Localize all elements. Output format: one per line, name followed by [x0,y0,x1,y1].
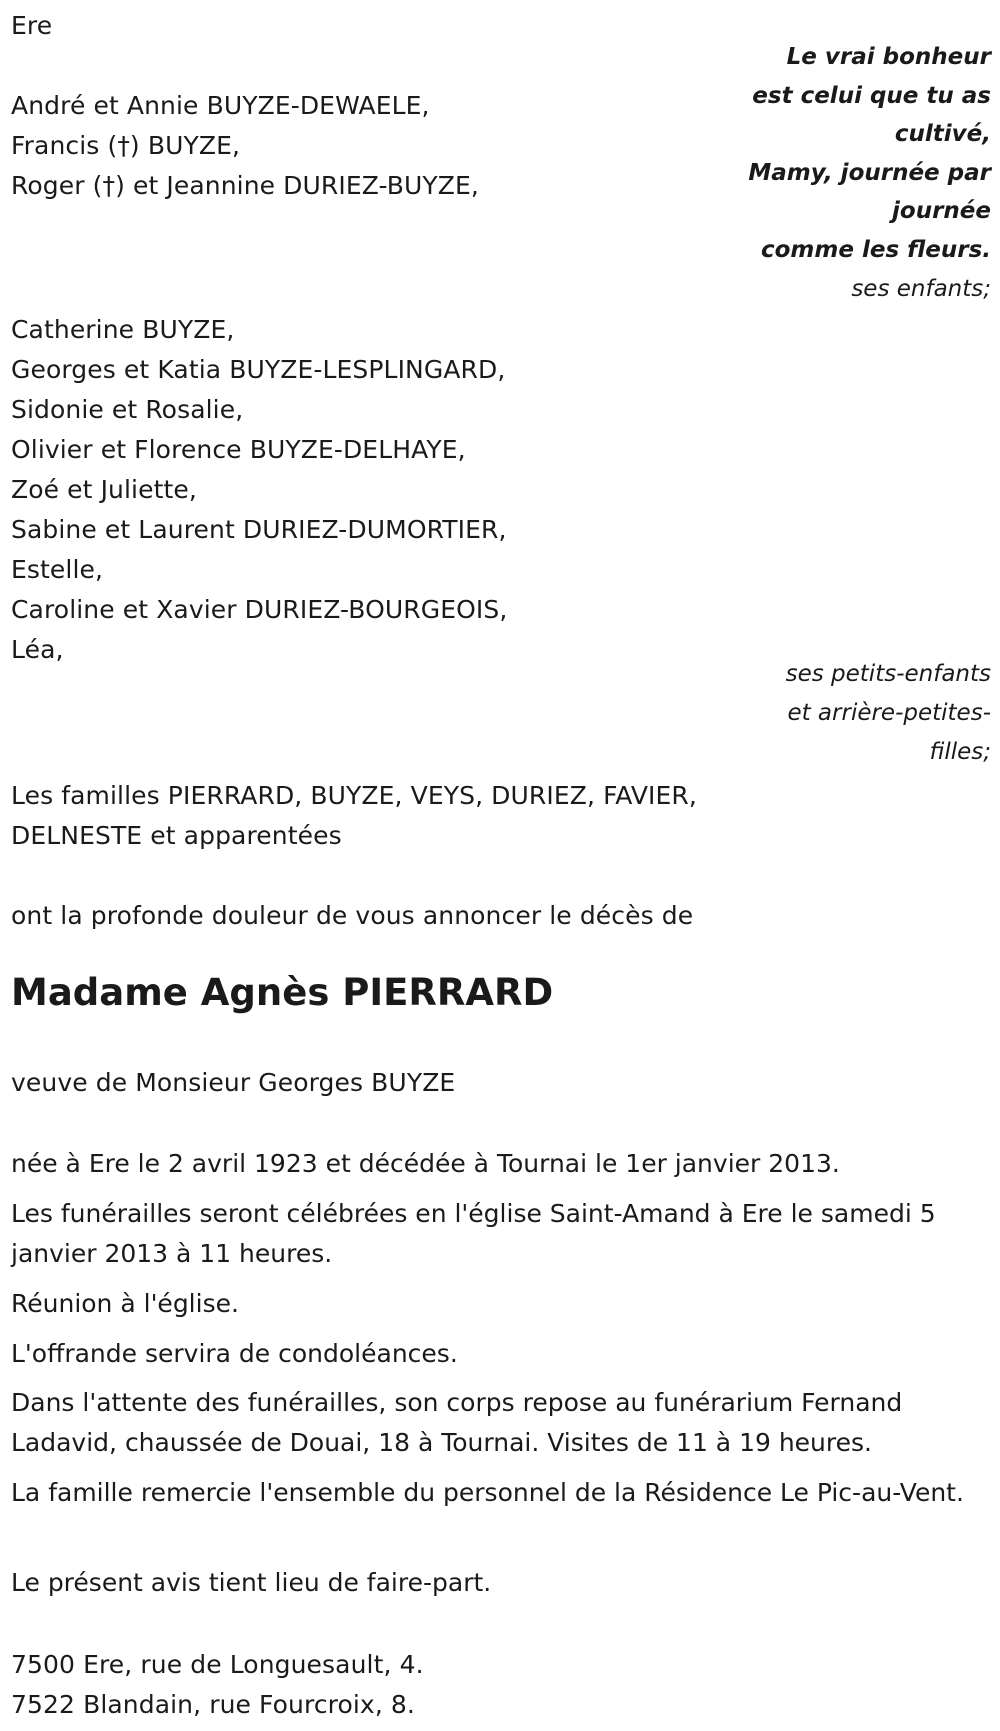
family-member-line: Sabine et Laurent DURIEZ-DUMORTIER, [11,515,507,544]
family-member-line: Catherine BUYZE, [11,315,235,344]
epigraph-line: Mamy, journée par [748,160,991,186]
family-member-line: Zoé et Juliette, [11,475,197,504]
epigraph-line: comme les fleurs. [761,237,991,263]
announcement-text: ont la profonde douleur de vous annoncer le décès de [11,901,694,930]
epigraph-line: est celui que tu as [752,83,991,109]
detail-paragraph: L'offrande servira de condoléances. [11,1339,458,1368]
address-line: 7500 Ere, rue de Longuesault, 4. [11,1650,424,1679]
family-member-line: Caroline et Xavier DURIEZ-BOURGEOIS, [11,595,508,624]
grandchildren-signature: et arrière-petites- [787,700,991,726]
epigraph-line: journée [892,198,991,224]
detail-paragraph: La famille remercie l'ensemble du personnel de la Résidence Le Pic-au-Vent. [11,1478,964,1507]
detail-paragraph: née à Ere le 2 avril 1923 et décédée à Tournai le 1er janvier 2013. [11,1149,840,1178]
grandchildren-signature: ses petits-enfants [785,661,991,687]
family-member-line: Olivier et Florence BUYZE-DELHAYE, [11,435,466,464]
family-member-line: André et Annie BUYZE-DEWAELE, [11,91,430,120]
family-member-line: Roger (†) et Jeannine DURIEZ-BUYZE, [11,171,479,200]
families-line: Les familles PIERRARD, BUYZE, VEYS, DURIEZ, FAVIER, [11,781,697,810]
detail-paragraph: Le présent avis tient lieu de faire-part. [11,1568,492,1597]
detail-paragraph: Réunion à l'église. [11,1289,239,1318]
family-member-line: Sidonie et Rosalie, [11,395,244,424]
detail-paragraph: Dans l'attente des funérailles, son corps repose au funérarium Fernand Ladavid, chaussée de Douai, 18 à Tournai. Visites de 11 à 19 heures. [11,1388,903,1457]
detail-paragraph: Les funérailles seront célébrées en l'église Saint-Amand à Ere le samedi 5 janvier 2013 à 11 heures. [11,1199,936,1268]
epigraph-line: Le vrai bonheur [786,44,991,70]
spouse-text: veuve de Monsieur Georges BUYZE [11,1068,456,1097]
family-member-line: Francis (†) BUYZE, [11,131,241,160]
family-member-line: Estelle, [11,555,104,584]
family-member-line: Georges et Katia BUYZE-LESPLINGARD, [11,355,506,384]
grandchildren-signature: filles; [929,739,991,765]
children-signature: ses enfants; [851,276,991,302]
epigraph-line: cultivé, [894,121,991,147]
families-line: DELNESTE et apparentées [11,821,342,850]
family-member-line: Léa, [11,635,64,664]
address-line: 7522 Blandain, rue Fourcroix, 8. [11,1690,415,1719]
deceased-name: Madame Agnès PIERRARD [11,971,554,1014]
location: Ere [11,11,53,40]
